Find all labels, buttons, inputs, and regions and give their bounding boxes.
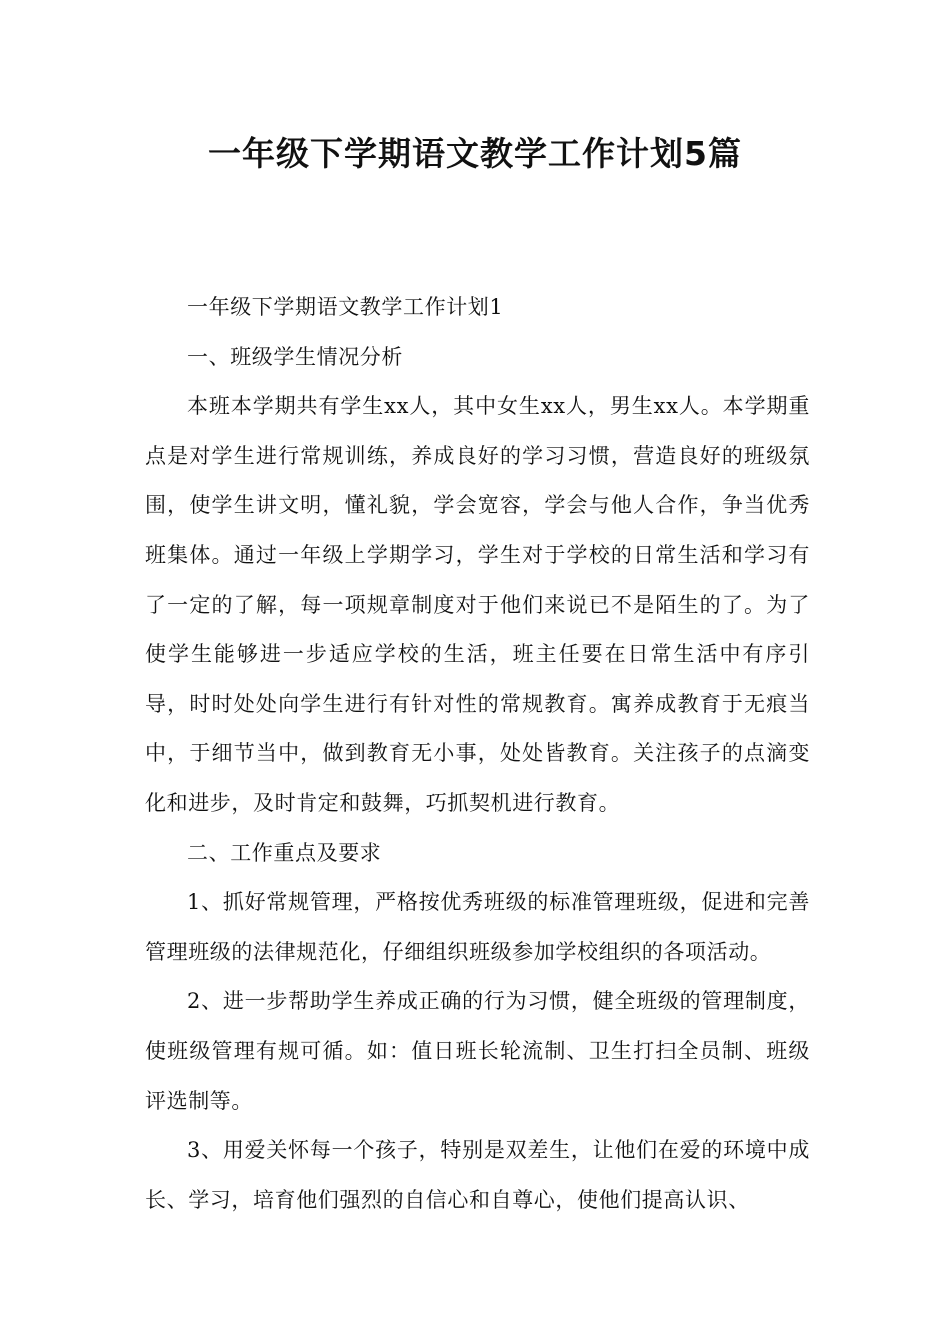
- list-item-1: 1、抓好常规管理，严格按优秀班级的标准管理班级，促进和完善管理班级的法律规范化，仔细组织班级参加学校组织的各项活动。: [145, 890, 810, 964]
- section-subtitle: 一年级下学期语文教学工作计划1: [187, 295, 504, 319]
- document-title: 一年级下学期语文教学工作计划5篇: [208, 134, 742, 173]
- list-item-2: 2、进一步帮助学生养成正确的行为习惯，健全班级的管理制度，使班级管理有规可循。如：值日班长轮流制、卫生打扫全员制、班级评选制等。: [145, 989, 810, 1113]
- list-item-3: 3、用爱关怀每一个孩子，特别是双差生，让他们在爱的环境中成长、学习，培育他们强烈的自信心和自尊心，使他们提高认识、: [145, 1138, 810, 1212]
- section-heading-2: 二、工作重点及要求: [187, 840, 382, 865]
- section-heading-1: 一、班级学生情况分析: [187, 344, 403, 369]
- body-paragraph-analysis: 本班本学期共有学生xx人，其中女生xx人，男生xx人。本学期重点是对学生进行常规训练，养成良好的学习习惯，营造良好的班级氛围，使学生讲文明，懂礼貌，学会宽容，学会与他人合作，争当优秀班集体。通过一年级上学期学习，学生对于学校的日常生活和学习有了一定的了解，每一项规章制度对于他们来说已不是陌生的了。为了使学生能够进一步适应学校的生活，班主任要在日常生活中有序引导，时时处处向学生进行有针对性的常规教育。寓养成教育于无痕当中，于细节当中，做到教育无小事，处处皆教育。关注孩子的点滴变化和进步，及时肯定和鼓舞，巧抓契机进行教育。: [145, 394, 810, 815]
- document-body: [145, 283, 810, 1225]
